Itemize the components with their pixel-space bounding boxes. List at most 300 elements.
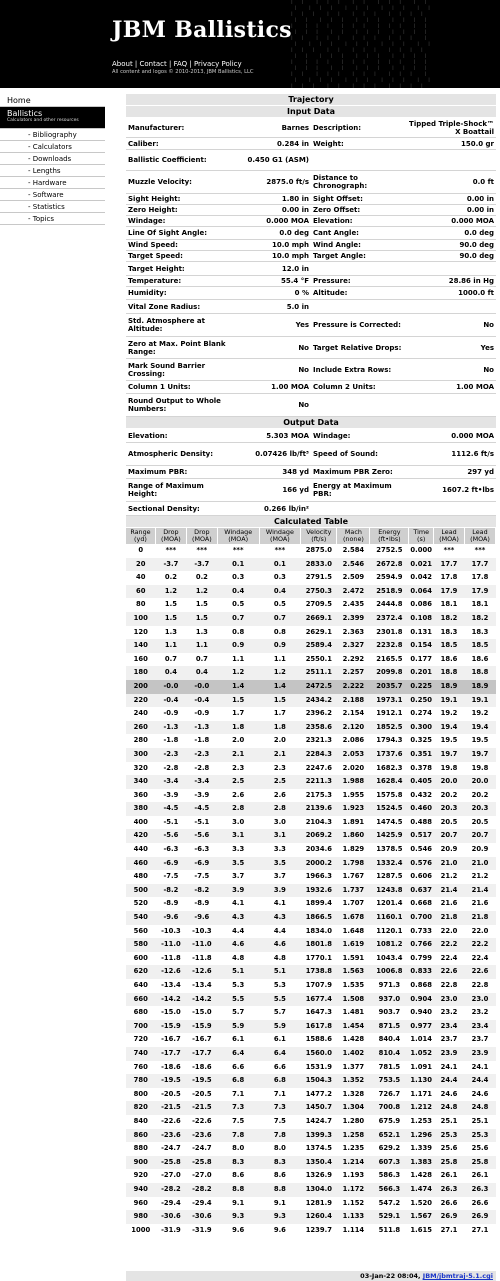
table-cell: 652.1 — [370, 1129, 409, 1143]
table-cell: -23.6 — [186, 1129, 217, 1143]
table-cell: 8.3 — [217, 1156, 259, 1170]
table-cell: 2.6 — [273, 790, 286, 799]
table-cell: 1474.5 — [376, 817, 403, 826]
table-cell: *** — [474, 546, 486, 554]
table-cell: 937.0 — [370, 993, 409, 1007]
table-row — [126, 721, 496, 735]
page-footer — [126, 1271, 496, 1281]
table-cell: 17.7 — [434, 558, 465, 572]
table-cell: 21.8 — [434, 911, 465, 925]
table-cell: 2372.4 — [370, 612, 409, 626]
table-cell: 17.7 — [464, 558, 495, 572]
table-cell: 0.977 — [409, 1020, 434, 1034]
data-row — [126, 150, 496, 171]
header-decoration: ǀ ǀ ǀ ǀ ǀ ǀ ǀ ǀ ǀ ǀ ǀ ǀ ǀ ǀ ǀ ǀ ǀ ǀ ǀ ǀ ǀ ǀ ǀ ǀ ǀ ǀ ǀ ǀ ǀ ǀ ǀ ǀ ǀ ǀ ǀ ǀ ǀ ǀ ǀ ǀ ǀ ǀ ǀ ǀ ǀ ǀ ǀ ǀ ǀ ǀ ǀ ǀ ǀ ǀ ǀ ǀ ǀ ǀ ǀ ǀ ǀ ǀ ǀ ǀ ǀ ǀ ǀ ǀ ǀ ǀ ǀ ǀ ǀ ǀ ǀ ǀ ǀ ǀ ǀ ǀ ǀ ǀ ǀ ǀ ǀ ǀ ǀ ǀ ǀ ǀ ǀ ǀ ǀ ǀ ǀ ǀ ǀ ǀ ǀ ǀ ǀ ǀ ǀ ǀ ǀ ǀ ǀ ǀ ǀ ǀ ǀ ǀ ǀ ǀ ǀ ǀ ǀ ǀ ǀ ǀ ǀ ǀ ǀ ǀ ǀ ǀ ǀ ǀ ǀ ǀ ǀ ǀ ǀ ǀ ǀ ǀ ǀ ǀ ǀ ǀ ǀ ǀ ǀ ǀ ǀ ǀ ǀ ǀ ǀ ǀ ǀ ǀ ǀ ǀ ǀ ǀ ǀ ǀ ǀ ǀ ǀ ǀ ǀ ǀ ǀ ǀ ǀ ǀ ǀ ǀ ǀ ǀ ǀ ǀ ǀ ǀ ǀ ǀ ǀ ǀ — [290, 0, 431, 88]
table-cell: 1.171 — [410, 1089, 432, 1098]
table-cell: 0.131 — [410, 627, 432, 636]
table-cell: -13.4 — [161, 981, 181, 989]
table-cell: 2.020 — [342, 763, 365, 772]
table-cell: -5.6 — [186, 829, 217, 843]
table-cell: 920 — [133, 1171, 148, 1180]
table-cell: *** — [165, 546, 177, 554]
data-row — [126, 251, 496, 262]
table-cell: 1281.9 — [305, 1198, 332, 1207]
table-cell: 19.8 — [440, 763, 458, 772]
field-value: 0.0 deg — [279, 229, 309, 237]
table-cell: 1120.1 — [376, 926, 403, 935]
table-cell: 8.8 — [259, 1183, 301, 1197]
table-cell: 0.4 — [217, 585, 259, 599]
table-cell: 3.9 — [259, 884, 301, 898]
table-cell: -10.3 — [192, 926, 212, 935]
table-cell: 20.0 — [434, 775, 465, 789]
table-cell: 22.2 — [434, 938, 465, 952]
column-header: Lead (MOA) — [434, 528, 465, 544]
table-cell: 1524.5 — [370, 802, 409, 816]
field-label: Target Height: — [128, 264, 185, 273]
table-cell: 0.733 — [410, 926, 432, 935]
field-label: Speed of Sound: — [313, 450, 378, 458]
table-cell: 5.7 — [273, 1008, 286, 1017]
table-cell: 1.508 — [337, 993, 370, 1007]
sidebar-item-lengths[interactable]: - Lengths — [0, 165, 105, 177]
table-cell: 5.7 — [232, 1008, 245, 1017]
table-cell: 1588.6 — [305, 1035, 332, 1044]
table-cell: 0.4 — [186, 666, 217, 680]
table-cell: 2035.7 — [370, 680, 409, 694]
field-label: Humidity: — [128, 289, 167, 297]
table-cell: 2211.3 — [301, 775, 337, 789]
trajectory-title: Trajectory — [126, 94, 496, 106]
table-cell: 260 — [126, 721, 155, 735]
table-cell: 3.3 — [273, 845, 286, 854]
table-row — [126, 1115, 496, 1129]
field-value: 1.80 in — [281, 195, 309, 203]
field-value: 10.0 mph — [272, 241, 309, 249]
table-cell: 1.4 — [217, 680, 259, 694]
data-row — [126, 381, 496, 394]
table-cell: 18.9 — [434, 680, 465, 694]
table-cell: 1.280 — [342, 1116, 365, 1125]
output-data-title: Output Data — [126, 417, 496, 429]
table-cell: 3.1 — [259, 829, 301, 843]
table-cell: 1.767 — [342, 872, 365, 881]
table-cell: 140 — [126, 639, 155, 653]
table-cell: 22.0 — [440, 926, 458, 935]
table-cell: 0.7 — [164, 654, 177, 663]
table-cell: -3.7 — [155, 558, 186, 572]
table-cell: -4.5 — [155, 802, 186, 816]
table-cell: 23.4 — [464, 1020, 495, 1034]
table-cell: 5.3 — [232, 981, 245, 989]
sidebar-item-downloads[interactable]: - Downloads — [0, 153, 105, 165]
table-cell: 566.3 — [370, 1183, 409, 1197]
table-cell: 1.481 — [342, 1008, 365, 1017]
table-cell: 6.1 — [232, 1035, 245, 1044]
table-cell: 20.2 — [440, 790, 458, 799]
sidebar-item-statistics[interactable]: - Statistics — [0, 201, 105, 213]
table-cell: 1.1 — [186, 639, 217, 653]
field-value: 12.0 in — [281, 264, 309, 273]
table-cell: 1647.3 — [305, 1008, 332, 1017]
table-row — [126, 884, 496, 898]
table-cell: 1866.5 — [301, 911, 337, 925]
table-cell: 971.3 — [378, 981, 401, 989]
table-cell: 23.7 — [471, 1035, 489, 1044]
table-cell: 24.4 — [434, 1074, 465, 1088]
table-cell: 0.799 — [410, 953, 432, 962]
sidebar-item-topics[interactable]: - Topics — [0, 213, 105, 225]
table-cell: 840 — [133, 1116, 148, 1125]
field-value: 5.303 MOA — [266, 431, 309, 440]
sidebar-item-hardware[interactable]: - Hardware — [0, 177, 105, 189]
table-cell: 23.4 — [434, 1020, 465, 1034]
table-cell: 5.5 — [259, 993, 301, 1007]
table-cell: -30.6 — [155, 1210, 186, 1224]
field-value: 90.0 deg — [459, 252, 494, 260]
field-value: 0.000 MOA — [266, 217, 309, 225]
table-cell: 20.2 — [471, 790, 489, 799]
table-cell: 1332.4 — [370, 857, 409, 871]
field-value: 0.0 ft — [472, 178, 494, 186]
table-cell: 586.3 — [378, 1171, 401, 1180]
table-cell: 25.1 — [440, 1116, 458, 1125]
table-cell: 1378.5 — [376, 845, 403, 854]
table-cell: 23.2 — [440, 1008, 458, 1017]
table-cell: 1.193 — [342, 1171, 365, 1180]
table-cell: 21.0 — [434, 857, 465, 871]
table-cell: 1.212 — [409, 1101, 434, 1115]
table-cell: 2321.3 — [305, 736, 332, 745]
table-cell: 900 — [126, 1156, 155, 1170]
table-cell: 5.3 — [273, 981, 286, 989]
table-cell: 320 — [133, 763, 148, 772]
table-cell: -7.5 — [194, 872, 210, 881]
table-cell: 0.460 — [409, 802, 434, 816]
table-row — [126, 925, 496, 939]
sidebar-item-calculators[interactable]: - Calculators — [0, 141, 105, 153]
table-cell: -16.7 — [161, 1035, 181, 1044]
table-cell: 1682.3 — [376, 763, 403, 772]
table-cell: 1.707 — [342, 899, 365, 908]
sidebar-item-ballistics[interactable] — [0, 107, 105, 129]
table-cell: 1.454 — [337, 1020, 370, 1034]
table-cell: 0.940 — [410, 1008, 432, 1017]
table-cell: 2000.2 — [301, 857, 337, 871]
data-row — [126, 337, 496, 359]
table-cell: 22.8 — [440, 981, 458, 989]
data-row — [126, 276, 496, 287]
table-cell: 27.1 — [471, 1225, 489, 1234]
field-value: 10.0 mph — [272, 252, 309, 260]
table-cell: 1.428 — [342, 1035, 365, 1044]
table-cell: 1.2 — [259, 666, 301, 680]
table-cell: 24.6 — [440, 1089, 458, 1098]
table-cell: 860 — [126, 1129, 155, 1143]
table-cell: 1.678 — [337, 911, 370, 925]
table-cell: 0.300 — [409, 721, 434, 735]
table-cell: 26.6 — [471, 1198, 489, 1207]
table-cell: 0.8 — [273, 627, 286, 636]
table-cell: 1.535 — [342, 981, 365, 989]
table-row — [126, 843, 496, 857]
script-link[interactable]: JBM/jbmtraj-5.1.cgi — [422, 1272, 493, 1280]
table-cell: 5.1 — [259, 965, 301, 979]
field-value: 0.266 lb/in² — [264, 504, 309, 513]
field-value: 0.07426 lb/ft³ — [255, 450, 309, 458]
field-value: 0 % — [294, 289, 309, 297]
table-cell: 2.188 — [337, 694, 370, 708]
table-cell: -27.0 — [161, 1171, 181, 1180]
table-cell: 1.520 — [410, 1198, 432, 1207]
table-cell: 80 — [135, 600, 146, 609]
table-row — [126, 1101, 496, 1115]
field-value: No — [298, 365, 309, 374]
table-cell: 21.4 — [464, 884, 495, 898]
table-cell: -2.3 — [186, 748, 217, 762]
sidebar-item-software[interactable]: - Software — [0, 189, 105, 201]
sidebar-item-home[interactable]: Home — [0, 94, 105, 107]
table-cell: 760 — [133, 1062, 148, 1071]
table-cell: 0.021 — [409, 558, 434, 572]
field-value: 5.0 in — [286, 302, 309, 311]
table-cell: 1.7 — [273, 709, 286, 718]
table-cell: 0.517 — [409, 829, 434, 843]
table-cell: 1.052 — [409, 1047, 434, 1061]
table-cell: 22.0 — [471, 926, 489, 935]
table-cell: 5.1 — [217, 965, 259, 979]
table-cell: 18.2 — [464, 612, 495, 626]
table-cell: 0.2 — [195, 573, 208, 582]
table-cell: 0.274 — [410, 709, 432, 718]
table-cell: 220 — [126, 694, 155, 708]
site-title: JBM Ballistics — [112, 17, 292, 43]
table-cell: 2550.1 — [305, 654, 332, 663]
table-cell: 1399.3 — [301, 1129, 337, 1143]
table-cell: -6.9 — [186, 857, 217, 871]
table-cell: 1973.1 — [370, 694, 409, 708]
table-cell: 1.5 — [164, 600, 177, 609]
sidebar-nav — [0, 94, 105, 225]
field-label: Mark Sound Barrier Crossing: — [128, 361, 206, 378]
table-cell: 1504.3 — [301, 1074, 337, 1088]
field-value: 0.000 MOA — [451, 431, 494, 440]
table-cell: 0.668 — [410, 899, 432, 908]
table-cell: 19.7 — [464, 748, 495, 762]
table-row — [126, 1224, 496, 1238]
field-value: 166 yd — [282, 486, 309, 494]
table-row — [126, 870, 496, 884]
table-cell: -19.5 — [155, 1074, 186, 1088]
field-label: Sectional Density: — [128, 504, 200, 513]
table-cell: 23.2 — [471, 1008, 489, 1017]
table-cell: 22.8 — [471, 981, 489, 989]
copyright-notice: All content and logos © 2010-2013, JBM Ballistics, LLC — [112, 69, 254, 75]
table-cell: 753.5 — [370, 1074, 409, 1088]
table-cell: 2.3 — [232, 763, 245, 772]
field-value: 2875.0 ft/s — [266, 178, 309, 186]
table-cell: 19.1 — [434, 694, 465, 708]
table-cell: -10.3 — [161, 926, 181, 935]
table-cell: 1.3 — [164, 627, 177, 636]
table-cell: 1006.8 — [370, 965, 409, 979]
field-label: Energy at Maximum PBR: — [313, 482, 392, 498]
table-cell: 3.5 — [259, 857, 301, 871]
table-cell: 1.235 — [342, 1144, 365, 1153]
table-cell: 6.4 — [217, 1047, 259, 1061]
table-cell: 0.4 — [259, 585, 301, 599]
table-cell: 0.201 — [409, 666, 434, 680]
table-cell: -3.9 — [194, 790, 210, 799]
table-cell: 1.2 — [186, 585, 217, 599]
table-row — [126, 1197, 496, 1211]
table-row — [126, 965, 496, 979]
table-cell: 4.6 — [259, 938, 301, 952]
table-row — [126, 1183, 496, 1197]
table-cell: 6.8 — [259, 1074, 301, 1088]
table-cell: 1043.4 — [376, 953, 403, 962]
header-links: About | Contact | FAQ | Privacy Policy — [112, 60, 242, 68]
table-cell: -22.6 — [192, 1116, 212, 1125]
table-cell: 160 — [133, 654, 148, 663]
table-cell: 25.8 — [434, 1156, 465, 1170]
field-value: Tipped Triple-Shock™ X Boattail — [409, 119, 494, 136]
data-row — [126, 466, 496, 479]
table-cell: 1.7 — [232, 709, 245, 718]
table-cell: 0.4 — [155, 666, 186, 680]
table-cell: 23.0 — [464, 993, 495, 1007]
table-cell: -0.0 — [186, 680, 217, 694]
output-data-table — [126, 429, 496, 516]
table-cell: 360 — [133, 790, 148, 799]
table-cell: 19.2 — [471, 709, 489, 718]
field-value: 150.0 gr — [460, 139, 494, 148]
table-cell: 25.3 — [434, 1129, 465, 1143]
table-cell: -15.9 — [186, 1020, 217, 1034]
table-cell: 520 — [133, 899, 148, 908]
table-cell: 2.0 — [232, 736, 245, 745]
field-value: 1112.6 ft/s — [451, 450, 494, 458]
table-row — [126, 775, 496, 789]
table-cell: 0.042 — [410, 573, 432, 582]
field-label: Pressure is Corrected: — [313, 321, 401, 329]
contact-link[interactable]: Contact — [139, 60, 167, 68]
table-cell: 9.3 — [217, 1210, 259, 1224]
table-cell: 1899.4 — [305, 899, 332, 908]
table-cell: 1.737 — [337, 884, 370, 898]
table-cell: -21.5 — [155, 1101, 186, 1115]
table-cell: 18.3 — [471, 627, 489, 636]
table-cell: 3.7 — [273, 872, 286, 881]
table-cell: 2.509 — [342, 573, 365, 582]
table-cell: 40 — [135, 573, 146, 582]
field-value: 348 yd — [282, 468, 309, 476]
table-cell: 1.563 — [337, 965, 370, 979]
table-cell: -0.0 — [155, 680, 186, 694]
table-cell: 2.086 — [342, 736, 365, 745]
table-cell: 17.9 — [464, 585, 495, 599]
field-label: Caliber: — [128, 139, 159, 148]
table-cell: 9.6 — [232, 1225, 245, 1234]
data-row — [126, 262, 496, 276]
table-cell: 1617.8 — [301, 1020, 337, 1034]
about-link[interactable]: About — [112, 60, 133, 68]
table-cell: -3.9 — [163, 790, 179, 799]
column-header: Drop (MOA) — [155, 528, 186, 544]
table-row — [126, 938, 496, 952]
table-cell: 2629.1 — [305, 627, 332, 636]
data-row — [126, 394, 496, 417]
table-cell: 300 — [126, 748, 155, 762]
input-data-title: Input Data — [126, 106, 496, 118]
table-cell: 1160.1 — [370, 911, 409, 925]
field-label: Vital Zone Radius: — [128, 302, 201, 311]
table-cell: 1.328 — [342, 1089, 365, 1098]
table-cell: 400 — [133, 817, 148, 826]
table-cell: 620 — [126, 965, 155, 979]
table-cell: 1.829 — [342, 845, 365, 854]
table-cell: -12.6 — [155, 965, 186, 979]
table-cell: 20.7 — [464, 829, 495, 843]
table-cell: -14.2 — [186, 993, 217, 1007]
table-cell: 0.576 — [409, 857, 434, 871]
field-value: 297 yd — [467, 468, 494, 476]
table-cell: 18.5 — [464, 639, 495, 653]
table-cell: 680 — [133, 1008, 148, 1017]
table-cell: 27.1 — [440, 1225, 458, 1234]
table-row — [126, 1210, 496, 1224]
table-cell: 21.0 — [464, 857, 495, 871]
table-cell: 180 — [126, 666, 155, 680]
table-cell: 2358.6 — [301, 721, 337, 735]
table-cell: 18.6 — [440, 654, 458, 663]
table-cell: 529.1 — [370, 1210, 409, 1224]
table-cell: 4.8 — [232, 953, 245, 962]
table-cell: 0.9 — [217, 639, 259, 653]
field-value: No — [483, 365, 494, 374]
table-cell: -13.4 — [192, 981, 212, 989]
table-cell: 1.8 — [217, 721, 259, 735]
table-cell: 8.8 — [217, 1183, 259, 1197]
table-row — [126, 762, 496, 776]
table-cell: 4.6 — [217, 938, 259, 952]
table-cell: 1.5 — [155, 612, 186, 626]
table-cell: 440 — [133, 845, 148, 854]
sidebar-item-bibliography[interactable]: - Bibliography — [0, 129, 105, 141]
table-cell: 18.6 — [471, 654, 489, 663]
table-cell: 19.8 — [471, 763, 489, 772]
table-cell: *** — [196, 546, 208, 554]
field-value: 0.000 MOA — [451, 217, 494, 225]
table-cell: 18.5 — [434, 639, 465, 653]
table-cell: 20.5 — [471, 817, 489, 826]
table-cell: 1477.2 — [305, 1089, 332, 1098]
table-cell: 1770.1 — [305, 953, 332, 962]
faq-link[interactable]: FAQ — [173, 60, 188, 68]
table-cell: 4.1 — [273, 899, 286, 908]
table-cell: 1.3 — [195, 627, 208, 636]
table-cell: 0.108 — [409, 612, 434, 626]
field-label: Distance to Chronograph: — [313, 174, 368, 190]
table-cell: *** — [443, 546, 455, 554]
column-header: Time (s) — [409, 528, 434, 544]
table-cell: 0.177 — [410, 654, 432, 663]
table-row — [126, 802, 496, 816]
privacy-policy-link[interactable]: Privacy Policy — [193, 60, 242, 68]
table-row — [126, 1020, 496, 1034]
table-cell: 0.833 — [409, 965, 434, 979]
table-cell: 25.6 — [440, 1144, 458, 1153]
